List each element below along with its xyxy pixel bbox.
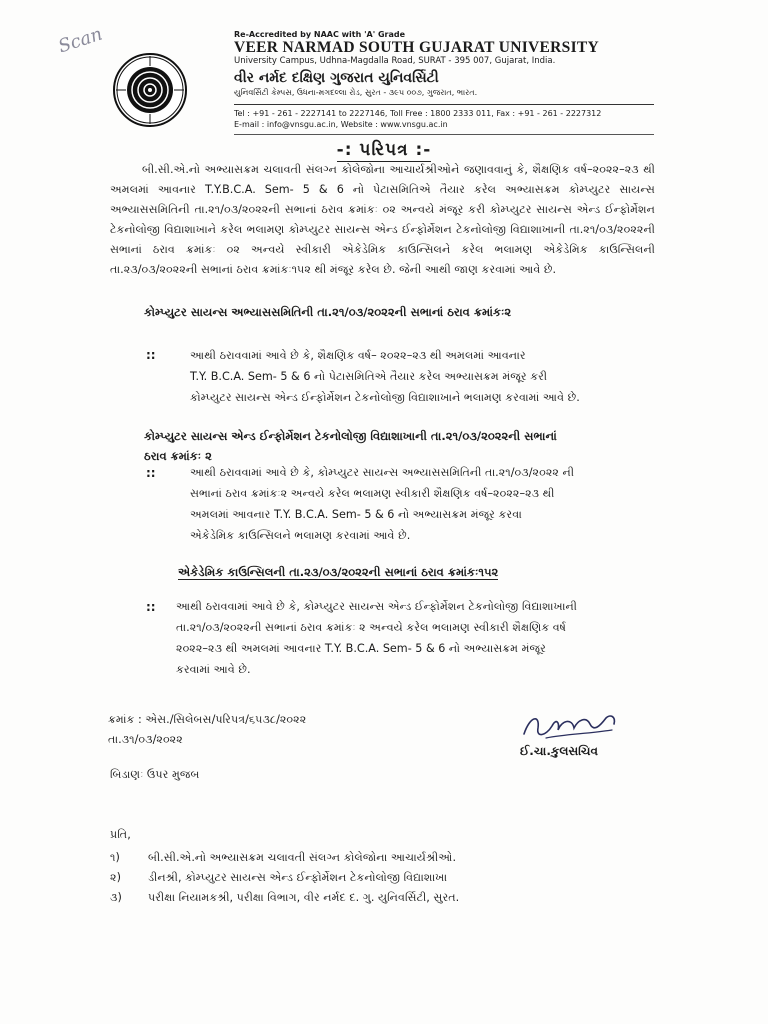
resolution-line: અમલમાં આવનાર T.Y. B.C.A. Sem- 5 & 6 નો અભ્યાસક્રમ મંજૂર કરવા [190, 508, 522, 521]
contact-divider [234, 134, 654, 135]
recipient-number: ૨) [110, 871, 121, 884]
recipient-item [110, 848, 456, 868]
intro-paragraph: બી.સી.એ.નો અભ્યાસક્રમ ચલાવતી સંલગ્ન કોલેજોના આચાર્યશ્રીઓને જણાવવાનું કે, શૈક્ષણિક વર્ષ–૨૦૨૨–૨૩ થી અમલમાં આવનાર T.Y.B.C.A. Sem- 5 & 6 નો પેટાસમિતિએ તૈયાર કરેલ અભ્યાસક્રમ કોમ્પ્યુટર સાયન્સ અભ્યાસસમિતિની તા.૨૧/૦૩/૨૦૨૨ની સભાનાં ઠરાવ ક્રમાંકઃ ૦૨ અન્વયે મંજૂર કરી કોમ્પ્યુટર સાયન્સ એન્ડ ઈન્ફોર્મેશન ટેકનોલોજી વિદ્યાશાખાને કરેલ ભલામણ કોમ્પ્યુટર સાયન્સ એન્ડ ઈન્ફોર્મેશન ટેકનોલોજી વિદ્યાશાખાની તા.૨૧/૦૩/૨૦૨૨ની સભાનાં ઠરાવ ક્રમાંકઃ ૦૨ અન્વયે સ્વીકારી એકેડેમિક કાઉન્સિલને કરેલ ભલામણ એકેડેમિક કાઉન્સિલની તા.૨૩/૦૩/૨૦૨૨ની સભાનાં ઠરાવ ક્રમાંકઃ૧૫૨ થી મંજૂર કરેલ છે. જેની આથી જાણ કરવામાં આવે છે. [110, 163, 655, 276]
accreditation-line: Re-Accredited by NAAC with 'A' Grade [234, 30, 406, 39]
signatory-title: ઈ.ચા.કુલસચિવ [520, 744, 598, 758]
resolution-line: ૨૦૨૨–૨૩ થી અમલમાં આવનાર T.Y. B.C.A. Sem- 5 & 6 નો અભ્યાસક્રમ મંજૂર [176, 642, 546, 655]
section-3-marker: :: [146, 600, 156, 614]
letterhead [234, 30, 654, 98]
university-name-gujarati: વીર નર્મદ દક્ષિણ ગુજરાત યુનિવર્સિટી [234, 70, 439, 86]
recipient-text: ડીનશ્રી, કોમ્પ્યુટર સાયન્સ એન્ડ ઈન્ફોર્મેશન ટેકનોલોજી વિદ્યાશાખા [148, 871, 448, 884]
recipient-text: પરીક્ષા નિયામકશ્રી, પરીક્ષા વિભાગ, વીર નર્મદ દ. ગુ. યુનિવર્સિટી, સુરત. [148, 891, 460, 904]
recipient-item [110, 868, 447, 888]
signature-icon [516, 708, 626, 746]
university-name: VEER NARMAD SOUTH GUJARAT UNIVERSITY [234, 39, 600, 56]
section-2-resolution [190, 462, 640, 546]
resolution-line: તા.૨૧/૦૩/૨૦૨૨ની સભાનાં ઠરાવ ક્રમાંકઃ ૨ અન્વયે કરેલ ભલામણ સ્વીકારી શૈક્ષણિક વર્ષ [176, 621, 567, 634]
section-1-heading: કોમ્પ્યુટર સાયન્સ અભ્યાસસમિતિની તા.૨૧/૦૩/૨૦૨૨ની સભાનાં ઠરાવ ક્રમાંકઃ૨ [144, 305, 512, 319]
contact-info [234, 108, 654, 130]
circular-title: -: પરિપત્ર :- [336, 140, 432, 160]
section-1-marker: :: [146, 348, 156, 362]
header-divider [234, 104, 654, 105]
resolution-line: આથી ઠરાવવામાં આવે છે કે, શૈક્ષણિક વર્ષ– ૨૦૨૨–૨૩ થી અમલમાં આવનાર [190, 349, 526, 362]
resolution-line: એકેડેમિક કાઉન્સિલને ભલામણ કરવામાં આવે છે. [190, 529, 411, 542]
contact-email-web: E-mail : info@vnsgu.ac.in, Website : www.vnsgu.ac.in [234, 120, 448, 129]
section-2-marker: :: [146, 466, 156, 480]
section-3-resolution [176, 596, 658, 680]
contact-phone: Tel : +91 - 261 - 2227141 to 2227146, Toll Free : 1800 2333 011, Fax : +91 - 261 - 2227312 [234, 109, 602, 118]
section-3-heading: એકેડેમિક કાઉન્સિલની તા.૨૩/૦૩/૨૦૨૨ની સભાનાં ઠરાવ ક્રમાંકઃ૧૫૨ [178, 565, 499, 579]
reference-block [108, 710, 306, 750]
section-2-heading [144, 426, 654, 466]
section-1-resolution [190, 345, 650, 408]
reference-date: તા.૩૧/૦૩/૨૦૨૨ [108, 733, 183, 746]
recipient-number: ૩) [110, 891, 122, 904]
recipient-item [110, 888, 459, 908]
university-seal-icon [112, 52, 188, 128]
university-address: University Campus, Udhna-Magdalla Road, SURAT - 395 007, Gujarat, India. [234, 56, 556, 66]
reference-number: ક્રમાંક : એસ./સિલેબસ/પરિપત્ર/૬૫૩૮/૨૦૨૨ [108, 713, 307, 726]
resolution-line: T.Y. B.C.A. Sem- 5 & 6 નો પેટાસમિતિએ તૈયાર કરેલ અભ્યાસક્રમ મંજૂર કરી [190, 370, 548, 383]
recipients-heading: પ્રતિ, [110, 828, 131, 841]
recipient-text: બી.સી.એ.નો અભ્યાસક્રમ ચલાવતી સંલગ્ન કોલેજોના આચાર્યશ્રીઓ. [148, 851, 457, 864]
resolution-line: આથી ઠરાવવામાં આવે છે કે, કોમ્પ્યુટર સાયન્સ એન્ડ ઈન્ફોર્મેશન ટેકનોલોજી વિદ્યાશાખાની [176, 600, 578, 613]
resolution-line: કોમ્પ્યુટર સાયન્સ એન્ડ ઈન્ફોર્મેશન ટેકનોલોજી વિદ્યાશાખાને ભલામણ કરવામાં આવે છે. [190, 391, 580, 404]
university-address-gujarati: યુનિવર્સિટી કેમ્પસ, ઉધના-મગદલ્લા રોડ, સુરત - ૩૯૫ ૦૦૭, ગુજરાત, ભારત. [234, 88, 478, 97]
section-2-heading-line2: ઠરાવ ક્રમાંકઃ ૨ [144, 449, 212, 463]
resolution-line: આથી ઠરાવવામાં આવે છે કે, કોમ્પ્યુટર સાયન્સ અભ્યાસસમિતિની તા.૨૧/૦૩/૨૦૨૨ ની [190, 466, 575, 479]
resolution-line: કરવામાં આવે છે. [176, 663, 251, 676]
handwritten-note: Scan [55, 23, 105, 58]
section-2-heading-line1: કોમ્પ્યુટર સાયન્સ એન્ડ ઈન્ફોર્મેશન ટેકનોલોજી વિદ્યાશાખાની તા.૨૧/૦૩/૨૦૨૨ની સભાનાં [144, 429, 557, 443]
enclosure-note: બિડાણઃ ઉપર મુજબ [110, 768, 200, 781]
resolution-line: સભાનાં ઠરાવ ક્રમાંકઃ૨ અન્વયે કરેલ ભલામણ સ્વીકારી શૈક્ષણિક વર્ષ–૨૦૨૨–૨૩ થી [190, 487, 555, 500]
recipient-number: ૧) [110, 851, 120, 864]
